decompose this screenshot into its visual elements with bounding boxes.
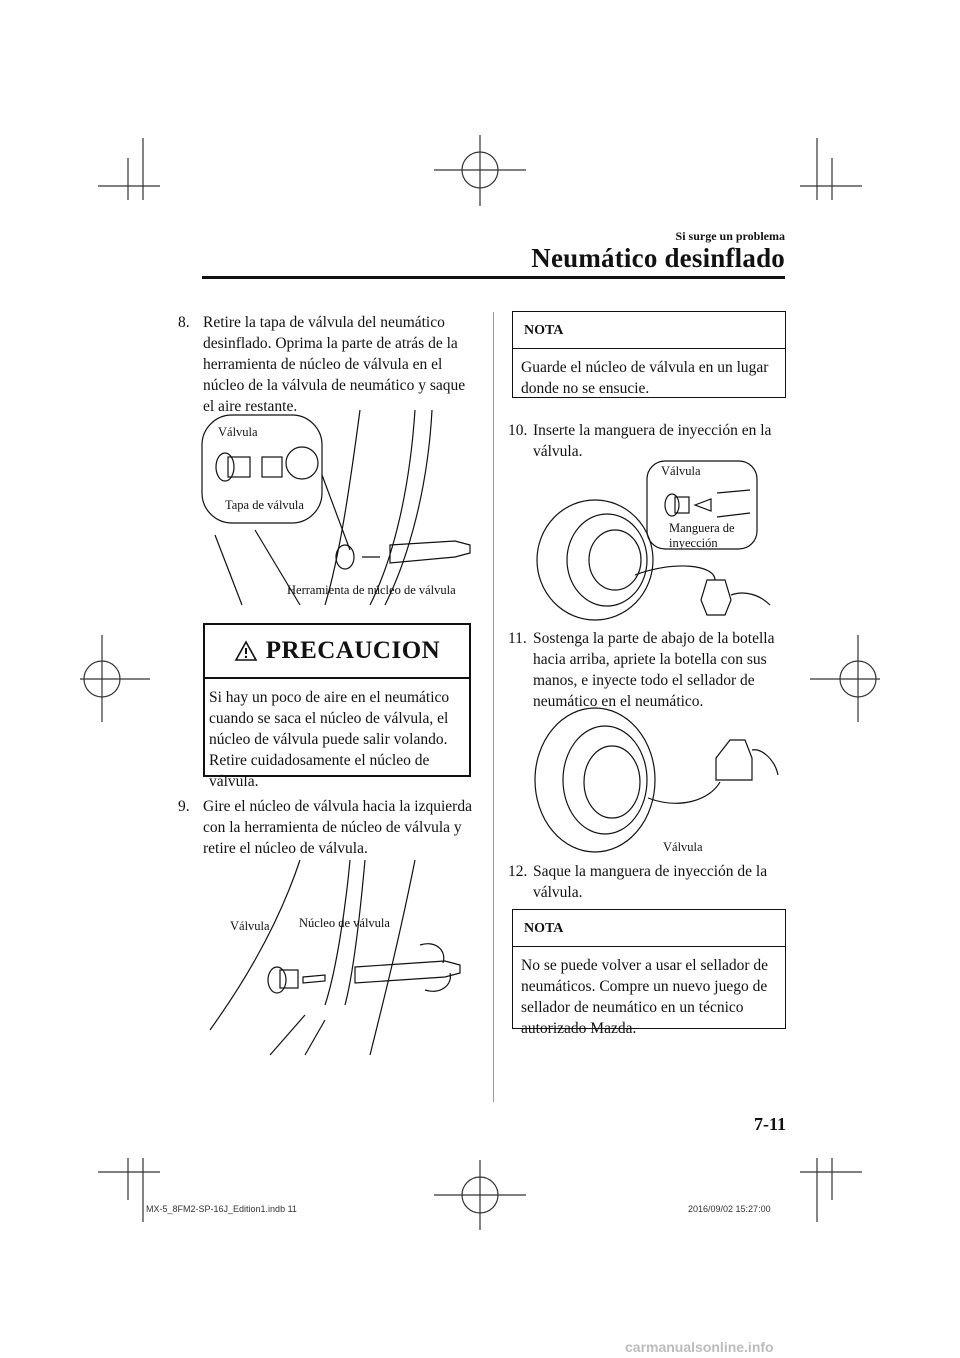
caution-box (203, 623, 471, 790)
warning-triangle-icon (234, 640, 258, 662)
fig4-label-valve: Válvula (663, 840, 703, 854)
step-text: Inserte la manguera de inyección en la válvula. (533, 422, 772, 460)
column-divider (493, 312, 494, 1102)
step-number: 11. (508, 630, 527, 647)
caution-text: Si hay un poco de aire en el neumático cuando se saca el núcleo de válvula, el núcleo de válvula puede salir volando. Retire cuidadosamente el núcleo de válvula. (209, 689, 450, 790)
step-number: 10. (508, 422, 528, 439)
step-number: 9. (178, 798, 190, 815)
note-box-2 (512, 909, 786, 1037)
page-number: 7-11 (753, 1114, 786, 1134)
caution-header (205, 625, 469, 679)
note-text: No se puede volver a usar el sellador de neumáticos. Compre un nuevo juego de sellador de neumático en un técnico autorizado Mazda. (521, 957, 769, 1037)
note-title: NOTA (513, 312, 785, 349)
step-text: Retire la tapa de válvula del neumático desinflado. Oprima la parte de atrás de la herramienta de núcleo de válvula en el núcleo de la válvula de neumático y saque el aire restante. (203, 314, 466, 415)
step-number: 8. (178, 314, 190, 331)
step-text: Saque la manguera de inyección de la válvula. (533, 863, 768, 901)
fig2-label-core: Núcleo de válvula (299, 916, 390, 930)
fig3-label-hose-2: inyección (669, 536, 718, 550)
step-text: Gire el núcleo de válvula hacia la izquierda con la herramienta de núcleo de válvula y retire el núcleo de válvula. (203, 798, 472, 857)
footer-timestamp: 2016/09/02 15:27:00 (688, 1204, 771, 1214)
caution-title: PRECAUCION (265, 637, 441, 664)
header-title: Neumático desinflado (531, 243, 785, 273)
note-text: Guarde el núcleo de válvula en un lugar donde no se ensucie. (521, 359, 769, 397)
note-title: NOTA (513, 910, 785, 947)
step-8 (178, 312, 478, 417)
step-number: 12. (508, 863, 528, 880)
fig1-label-valve: Válvula (218, 425, 258, 439)
watermark: carmanualsonline.info (625, 1339, 774, 1355)
fig3-label-valve: Válvula (661, 464, 701, 478)
fig1-label-cap: Tapa de válvula (225, 498, 304, 512)
step-12 (508, 861, 793, 903)
step-text: Sostenga la parte de abajo de la botella hacia arriba, apriete la botella con sus manos, e inyecte todo el sellador de neumático en el neumático. (533, 630, 775, 710)
fig2-label-valve: Válvula (230, 919, 270, 933)
figure-remove-valve-core (205, 855, 475, 1060)
header-rule (202, 276, 785, 279)
figure-inject-sealant (530, 700, 780, 860)
step-9 (178, 796, 478, 859)
footer-file-name: MX-5_8FM2-SP-16J_Edition1.indb 11 (146, 1204, 297, 1214)
figure-insert-hose (535, 455, 785, 625)
note-box-1 (512, 311, 786, 398)
fig1-label-tool: Herramienta de núcleo de válvula (287, 583, 456, 597)
fig3-label-hose-1: Manguera de (669, 521, 735, 535)
header-section-label: Si surge un problema (675, 229, 785, 243)
